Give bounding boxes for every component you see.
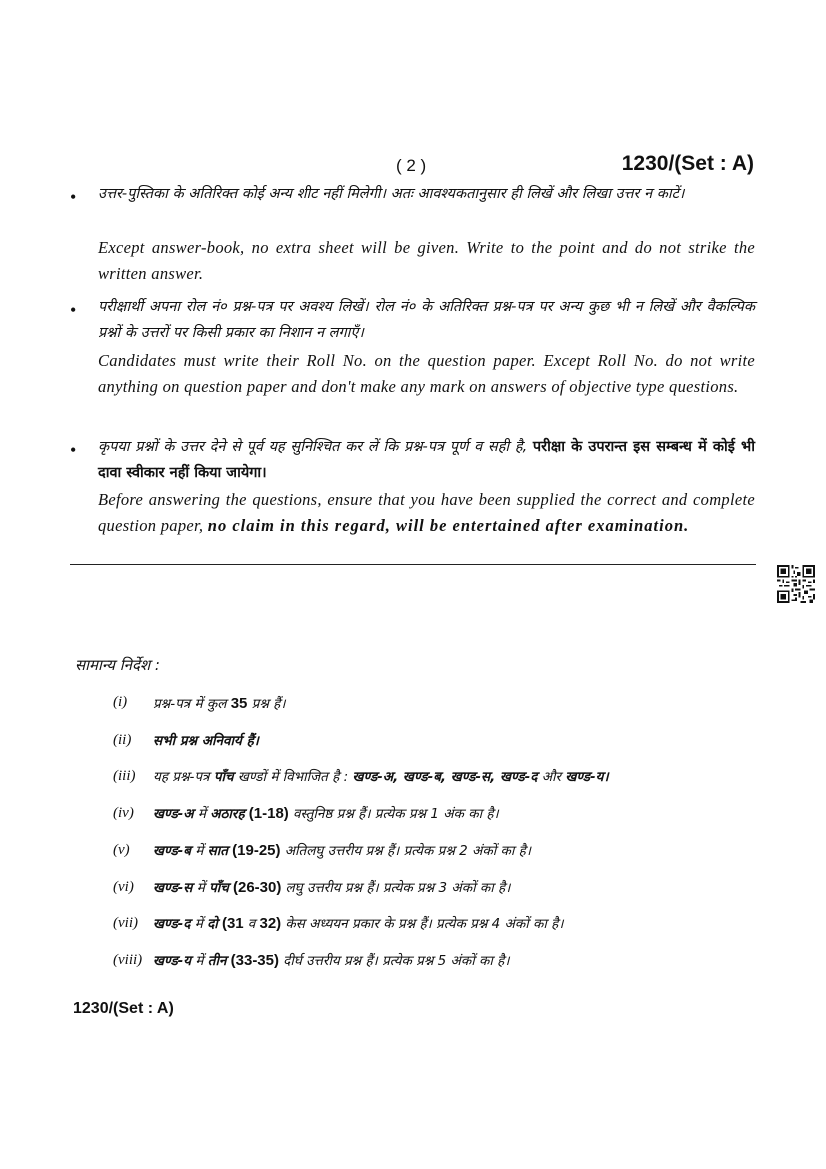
instruction-number: (iv) [113, 805, 134, 821]
instruction-number: (vii) [113, 915, 138, 931]
instruction-text: वस्तुनिष्ठ प्रश्न हैं। प्रत्येक प्रश्न 1 अंक का है। [292, 806, 499, 822]
question-range: (26-30) [228, 879, 286, 896]
instruction-count: अठारह [210, 806, 245, 822]
instruction-text: में [190, 916, 208, 932]
note-2-hindi: परीक्षार्थी अपना रोल नं० प्रश्न-पत्र पर अवश्य लिखें। रोल नं० के अतिरिक्त प्रश्न-पत्र पर अन्य कुछ भी न लिखें और वैकल्पिक प्रश्नों के उत्तरों पर किसी प्रकार का निशान न लगाएँ। [98, 299, 755, 341]
instruction-text: सभी प्रश्न अनिवार्य हैं। [153, 733, 259, 749]
instruction-item [153, 841, 531, 859]
instruction-item [153, 731, 259, 749]
qr-code-icon [777, 565, 815, 603]
instruction-text: लघु उत्तरीय प्रश्न हैं। प्रत्येक प्रश्न 3 अंकों का है। [285, 880, 511, 896]
instruction-number: (viii) [113, 952, 143, 968]
question-range: (1-18) [244, 805, 293, 822]
note-3-english [98, 487, 755, 539]
section-name: खण्ड-स [153, 880, 193, 896]
page-number: ( 2 ) [396, 156, 427, 175]
note-2-english: Candidates must write their Roll No. on the question paper. Except Roll No. do not write anything on question paper and don't make any mark on answers of objective type questions. [98, 351, 755, 396]
general-instructions-title: सामान्य निर्देश : [75, 656, 160, 674]
instruction-text: केस अध्ययन प्रकार के प्रश्न हैं। प्रत्येक प्रश्न 4 अंकों का है। [285, 916, 564, 932]
instruction-text: और [537, 769, 566, 785]
question-range: 32) [255, 915, 286, 932]
instruction-count: सात [207, 843, 228, 859]
instruction-item [153, 767, 609, 785]
section-divider [70, 564, 756, 565]
question-range: (31 [217, 915, 248, 932]
note-3-hindi-bold: परीक्षा के उपरान्त इस सम्बन्ध में कोई भी दावा स्वीकार नहीं किया जायेगा। [98, 439, 756, 481]
instruction-number: (vi) [113, 879, 134, 895]
bullet-icon: • [70, 300, 77, 320]
instruction-text: प्रश्न हैं। [247, 696, 286, 712]
instruction-text: में [191, 953, 208, 969]
instruction-text: में [191, 843, 208, 859]
instruction-text: यह प्रश्न-पत्र [153, 769, 214, 785]
section-name: खण्ड-य [153, 953, 192, 969]
instruction-item [153, 914, 563, 932]
note-3-english-text: Before answering the questions, ensure that you have been supplied the correct and complete question paper, [98, 490, 755, 535]
note-3-hindi [98, 434, 755, 486]
instruction-item [153, 878, 510, 896]
instruction-number: (i) [113, 694, 128, 710]
instruction-count: पाँच [209, 880, 229, 896]
instruction-number: (v) [113, 842, 130, 858]
instruction-text: अतिलघु उत्तरीय प्रश्न हैं। प्रत्येक प्रश्न 2 अंकों का है। [284, 843, 531, 859]
instruction-text: प्रश्न-पत्र में कुल [153, 696, 231, 712]
bullet-icon: • [70, 440, 77, 460]
set-code-header: 1230/(Set : A) [621, 152, 754, 175]
instruction-count: तीन [207, 953, 227, 969]
instruction-number: (ii) [113, 732, 132, 748]
instruction-text: में [192, 880, 210, 896]
section-name: खण्ड-अ [153, 806, 194, 822]
instruction-text: में [193, 806, 211, 822]
instruction-text: दीर्घ उत्तरीय प्रश्न हैं। प्रत्येक प्रश्न 5 अंकों का है। [283, 953, 510, 969]
note-3-english-bold: no claim in this regard, will be entertained after examination. [207, 516, 690, 535]
instruction-item [153, 694, 285, 712]
bullet-icon: • [70, 187, 77, 207]
section-list: खण्ड-अ, खण्ड-ब, खण्ड-स, खण्ड-द [352, 769, 538, 785]
instruction-text: व [247, 916, 256, 932]
instruction-count: दो [207, 916, 218, 932]
instruction-item [153, 951, 509, 969]
section-name: खण्ड-ब [153, 843, 191, 859]
instruction-number: (iii) [113, 768, 136, 784]
note-3-hindi-text: कृपया प्रश्नों के उत्तर देने से पूर्व यह सुनिश्चित कर लें कि प्रश्न-पत्र पूर्ण व सही है, [98, 439, 528, 455]
section-name: खण्ड-द [153, 916, 191, 932]
note-1-hindi: उत्तर-पुस्तिका के अतिरिक्त कोई अन्य शीट नहीं मिलेगी। अतः आवश्यकतानुसार ही लिखें और लिखा उत्तर न काटें। [98, 186, 685, 202]
question-range: (19-25) [227, 842, 285, 859]
note-1-english: Except answer-book, no extra sheet will be given. Write to the point and do not strike the written answer. [98, 238, 755, 283]
instruction-count: 35 [230, 695, 248, 712]
section-list: खण्ड-य। [565, 769, 609, 785]
instruction-text: खण्डों में विभाजित है : [233, 769, 353, 785]
instruction-count: पाँच [213, 769, 234, 785]
instruction-item [153, 804, 499, 822]
question-range: (33-35) [226, 952, 284, 969]
set-code-footer: 1230/(Set : A) [73, 1000, 174, 1017]
